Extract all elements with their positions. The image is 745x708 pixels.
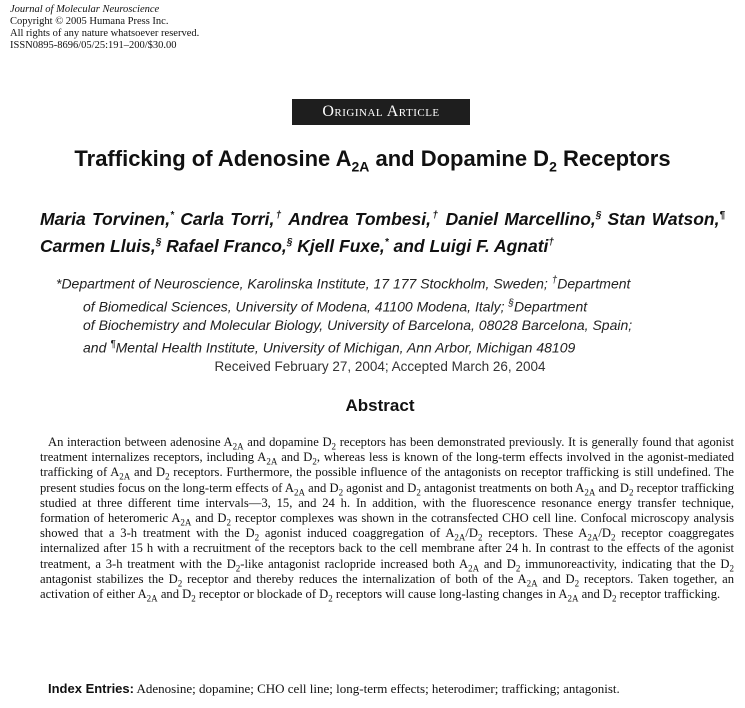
affiliation-line: of Biomedical Sciences, University of Modena, 41100 Modena, Italy; §Department [83, 297, 588, 315]
issn-line: ISSN0895-8696/05/25:191–200/$30.00 [10, 40, 177, 51]
affiliation-line: of Biochemistry and Molecular Biology, University of Barcelona, 08028 Barcelona, Spain; [83, 317, 633, 334]
abstract-heading: Abstract [345, 396, 415, 415]
index-entries-label: Index Entries: [48, 681, 134, 696]
journal-name: Journal of Molecular Neuroscience [10, 4, 160, 15]
article-type-banner: Original Article [292, 99, 470, 125]
copyright-line: Copyright © 2005 Humana Press Inc. [10, 16, 169, 27]
index-entries [48, 681, 738, 697]
affiliation-line: *Department of Neuroscience, Karolinska Institute, 17 177 Stockholm, Sweden; †Department [56, 275, 631, 292]
index-entries-text: Adenosine; dopamine; CHO cell line; long-term effects; heterodimer; trafficking; antagonist. [133, 681, 620, 696]
abstract-body: An interaction between adenosine $A_{2A}$ and dopamine $D_2$ receptors has been demonstrated previously. It is generally found that agonist treatment internalizes receptors, including $A_{2A}$ and $D_2$, whereas less is known of the long-term effects involved in the agonist-mediated trafficking of $A_{2A}$ and $D_2$ receptors. Furthermore, the possible influence of the antagonists on receptor trafficking is still undefined. The present studies focus on the long-term effects of $A_{2A}$ and $D_2$ agonist and $D_2$ antagonist treatments on both $A_{2A}$ and $D_2$ receptor trafficking studied at three different time intervals—3, 15, and 24 h. In addition, with the fluorescence resonance energy transfer technique, formation of heteromeric $A_{2A}$ and $D_2$ receptor complexes was shown in the cotransfected CHO cell line. Confocal microscopy analysis showed that a 3-h treatment with the $D_2$ agonist induced coaggregation of $A_{2A}/D_2$ receptors. These $A_{2A}/D_2$ receptor coaggregates internalized after 15 h with a recruitment of the receptors back to the cell membrane after 24 h. In contrast to the effects of the agonist treatment, a 3-h treatment with the $D_2$-like antagonist raclopride increased both $A_{2A}$ and $D_2$ immunoreactivity, indicating that the $D_2$ antagonist stabilizes the $D_2$ receptor and thereby reduces the internalization of both of the $A_{2A}$ and $D_2$ receptors. Taken together, an activation of either $A_{2A}$ and $D_2$ receptor or blockade of $D_2$ receptors will cause long-lasting changes in $A_{2A}$ and $D_2$ receptor trafficking. [40, 435, 735, 604]
journal-meta [10, 4, 199, 52]
rights-line: All rights of any nature whatsoever reserved. [10, 28, 200, 39]
affiliations [56, 271, 716, 358]
article-title: Trafficking of Adenosine $A_{2A}$ and Dopamine $D_2$ Receptors [74, 146, 671, 175]
received-dates: Received February 27, 2004; Accepted March 26, 2004 [214, 359, 546, 374]
author-list: Maria Torvinen,* Carla Torri,† Andrea Tombesi,† Daniel Marcellino,§ Stan Watson,¶ Carmen Lluis,§ Rafael Franco,§ Kjell Fuxe,* and Luigi F. Agnati† [40, 208, 726, 256]
affiliation-line: and ¶Mental Health Institute, University of Michigan, Ann Arbor, Michigan 48109 [83, 339, 576, 356]
